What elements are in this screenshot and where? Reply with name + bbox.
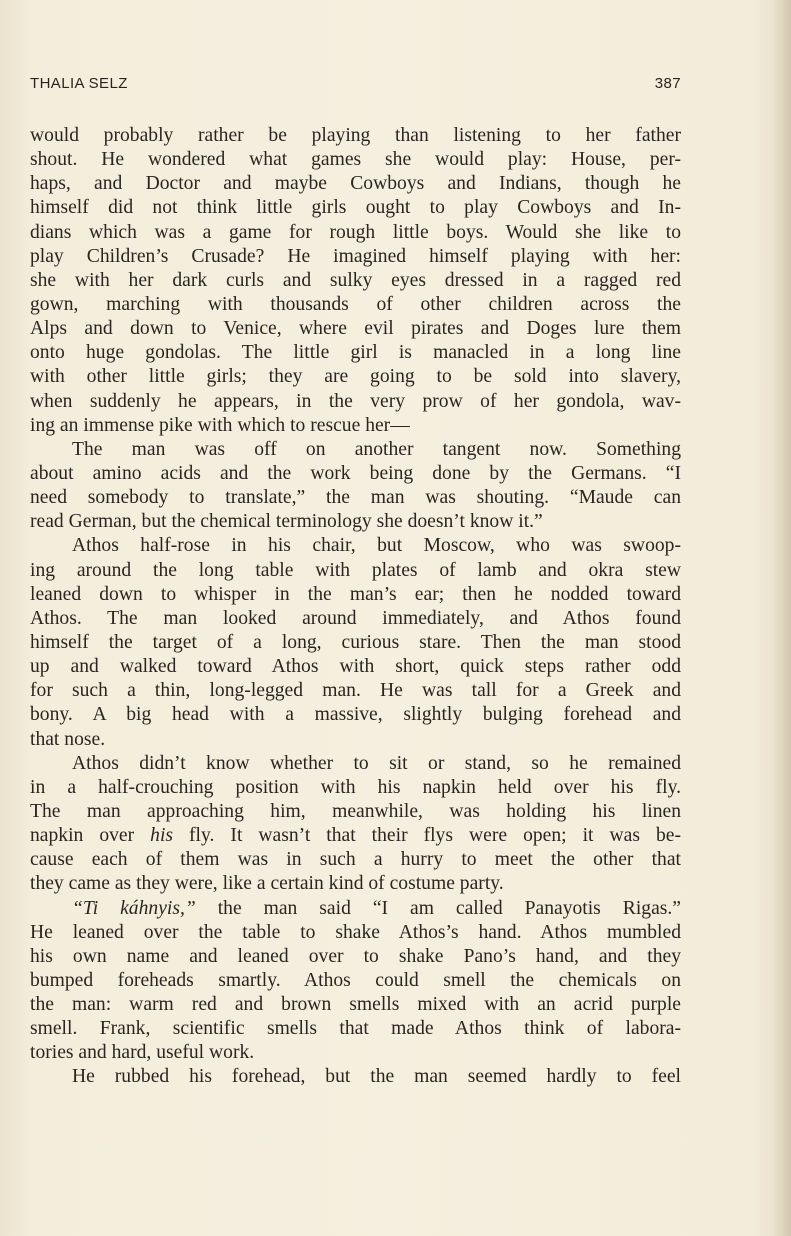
text-line: shout. He wondered what games she would play: House, per- <box>30 149 681 171</box>
text-line: He leaned over the table to shake Athos’s hand. Athos mumbled <box>30 921 681 943</box>
running-head: THALIA SELZ <box>30 75 128 92</box>
text-line: when suddenly he appears, in the very prow of her gondola, wav- <box>30 390 681 412</box>
text-line: cause each of them was in such a hurry to meet the other that <box>30 849 681 871</box>
text-line: they came as they were, like a certain kind of costume party. <box>30 873 504 895</box>
italic-text-run: “Ti káhnyis,” <box>72 897 196 919</box>
text-line: his own name and leaned over to shake Pano’s hand, and they <box>30 945 681 967</box>
text-line: would probably rather be playing than listening to her father <box>30 125 681 146</box>
text-line: the man: warm red and brown smells mixed with an acrid purple <box>30 994 681 1016</box>
text-run: napkin over <box>30 825 151 847</box>
text-line: she with her dark curls and sulky eyes dressed in a ragged red <box>30 269 681 291</box>
text-line: in a half-crouching position with his napkin held over his fly. <box>30 776 681 798</box>
text-line <box>30 897 681 921</box>
text-line: read German, but the chemical terminology she doesn’t know it.” <box>30 511 543 533</box>
italic-text-run: his <box>150 825 174 847</box>
text-run: fly. It wasn’t that their flys were open; it was be- <box>173 825 681 847</box>
text-line: up and walked toward Athos with short, quick steps rather odd <box>30 656 681 678</box>
text-line: bony. A big head with a massive, slightly bulging forehead and <box>30 704 681 726</box>
text-line: bumped foreheads smartly. Athos could smell the chemicals on <box>30 969 681 991</box>
text-line: The man was off on another tangent now. Something <box>72 438 681 460</box>
page-number: 387 <box>654 75 681 92</box>
text-line: himself the target of a long, curious stare. Then the man stood <box>30 631 681 653</box>
text-line: tories and hard, useful work. <box>30 1042 255 1064</box>
text-line: leaned down to whisper in the man’s ear; then he nodded toward <box>30 583 681 605</box>
text-line: about amino acids and the work being done by the Germans. “I <box>30 462 681 484</box>
text-line <box>30 824 681 848</box>
page-edge-shadow <box>773 0 791 1236</box>
text-line: for such a thin, long-legged man. He was tall for a Greek and <box>30 680 681 702</box>
text-line: with other little girls; they are going to be sold into slavery, <box>30 366 681 388</box>
text-line: smell. Frank, scientific smells that made Athos think of labora- <box>30 1018 681 1040</box>
text-line: Athos. The man looked around immediately, and Athos found <box>30 607 681 629</box>
body-text <box>30 124 681 1090</box>
text-line: play Children’s Crusade? He imagined himself playing with her: <box>30 245 681 267</box>
text-line: ing around the long table with plates of lamb and okra stew <box>30 559 681 581</box>
text-line: gown, marching with thousands of other children across the <box>30 293 681 315</box>
text-line: dians which was a game for rough little boys. Would she like to <box>30 221 681 243</box>
text-line: Alps and down to Venice, where evil pirates and Doges lure them <box>30 318 681 340</box>
page-header <box>30 75 681 95</box>
text-run: the man said “I am called Panayotis Rigas.” <box>195 897 681 919</box>
text-line: himself did not think little girls ought to play Cowboys and In- <box>30 197 681 219</box>
text-line: He rubbed his forehead, but the man seemed hardly to feel <box>72 1066 681 1088</box>
text-line: that nose. <box>30 728 106 750</box>
text-line: need somebody to translate,” the man was shouting. “Maude can <box>30 487 681 509</box>
text-line: Athos didn’t know whether to sit or stand, so he remained <box>72 752 681 774</box>
text-line: haps, and Doctor and maybe Cowboys and Indians, though he <box>30 173 681 195</box>
text-line: Athos half-rose in his chair, but Moscow, who was swoop- <box>72 535 681 557</box>
text-line: onto huge gondolas. The little girl is manacled in a long line <box>30 342 681 364</box>
text-line: ing an immense pike with which to rescue her— <box>30 414 410 436</box>
text-line: The man approaching him, meanwhile, was holding his linen <box>30 800 681 822</box>
